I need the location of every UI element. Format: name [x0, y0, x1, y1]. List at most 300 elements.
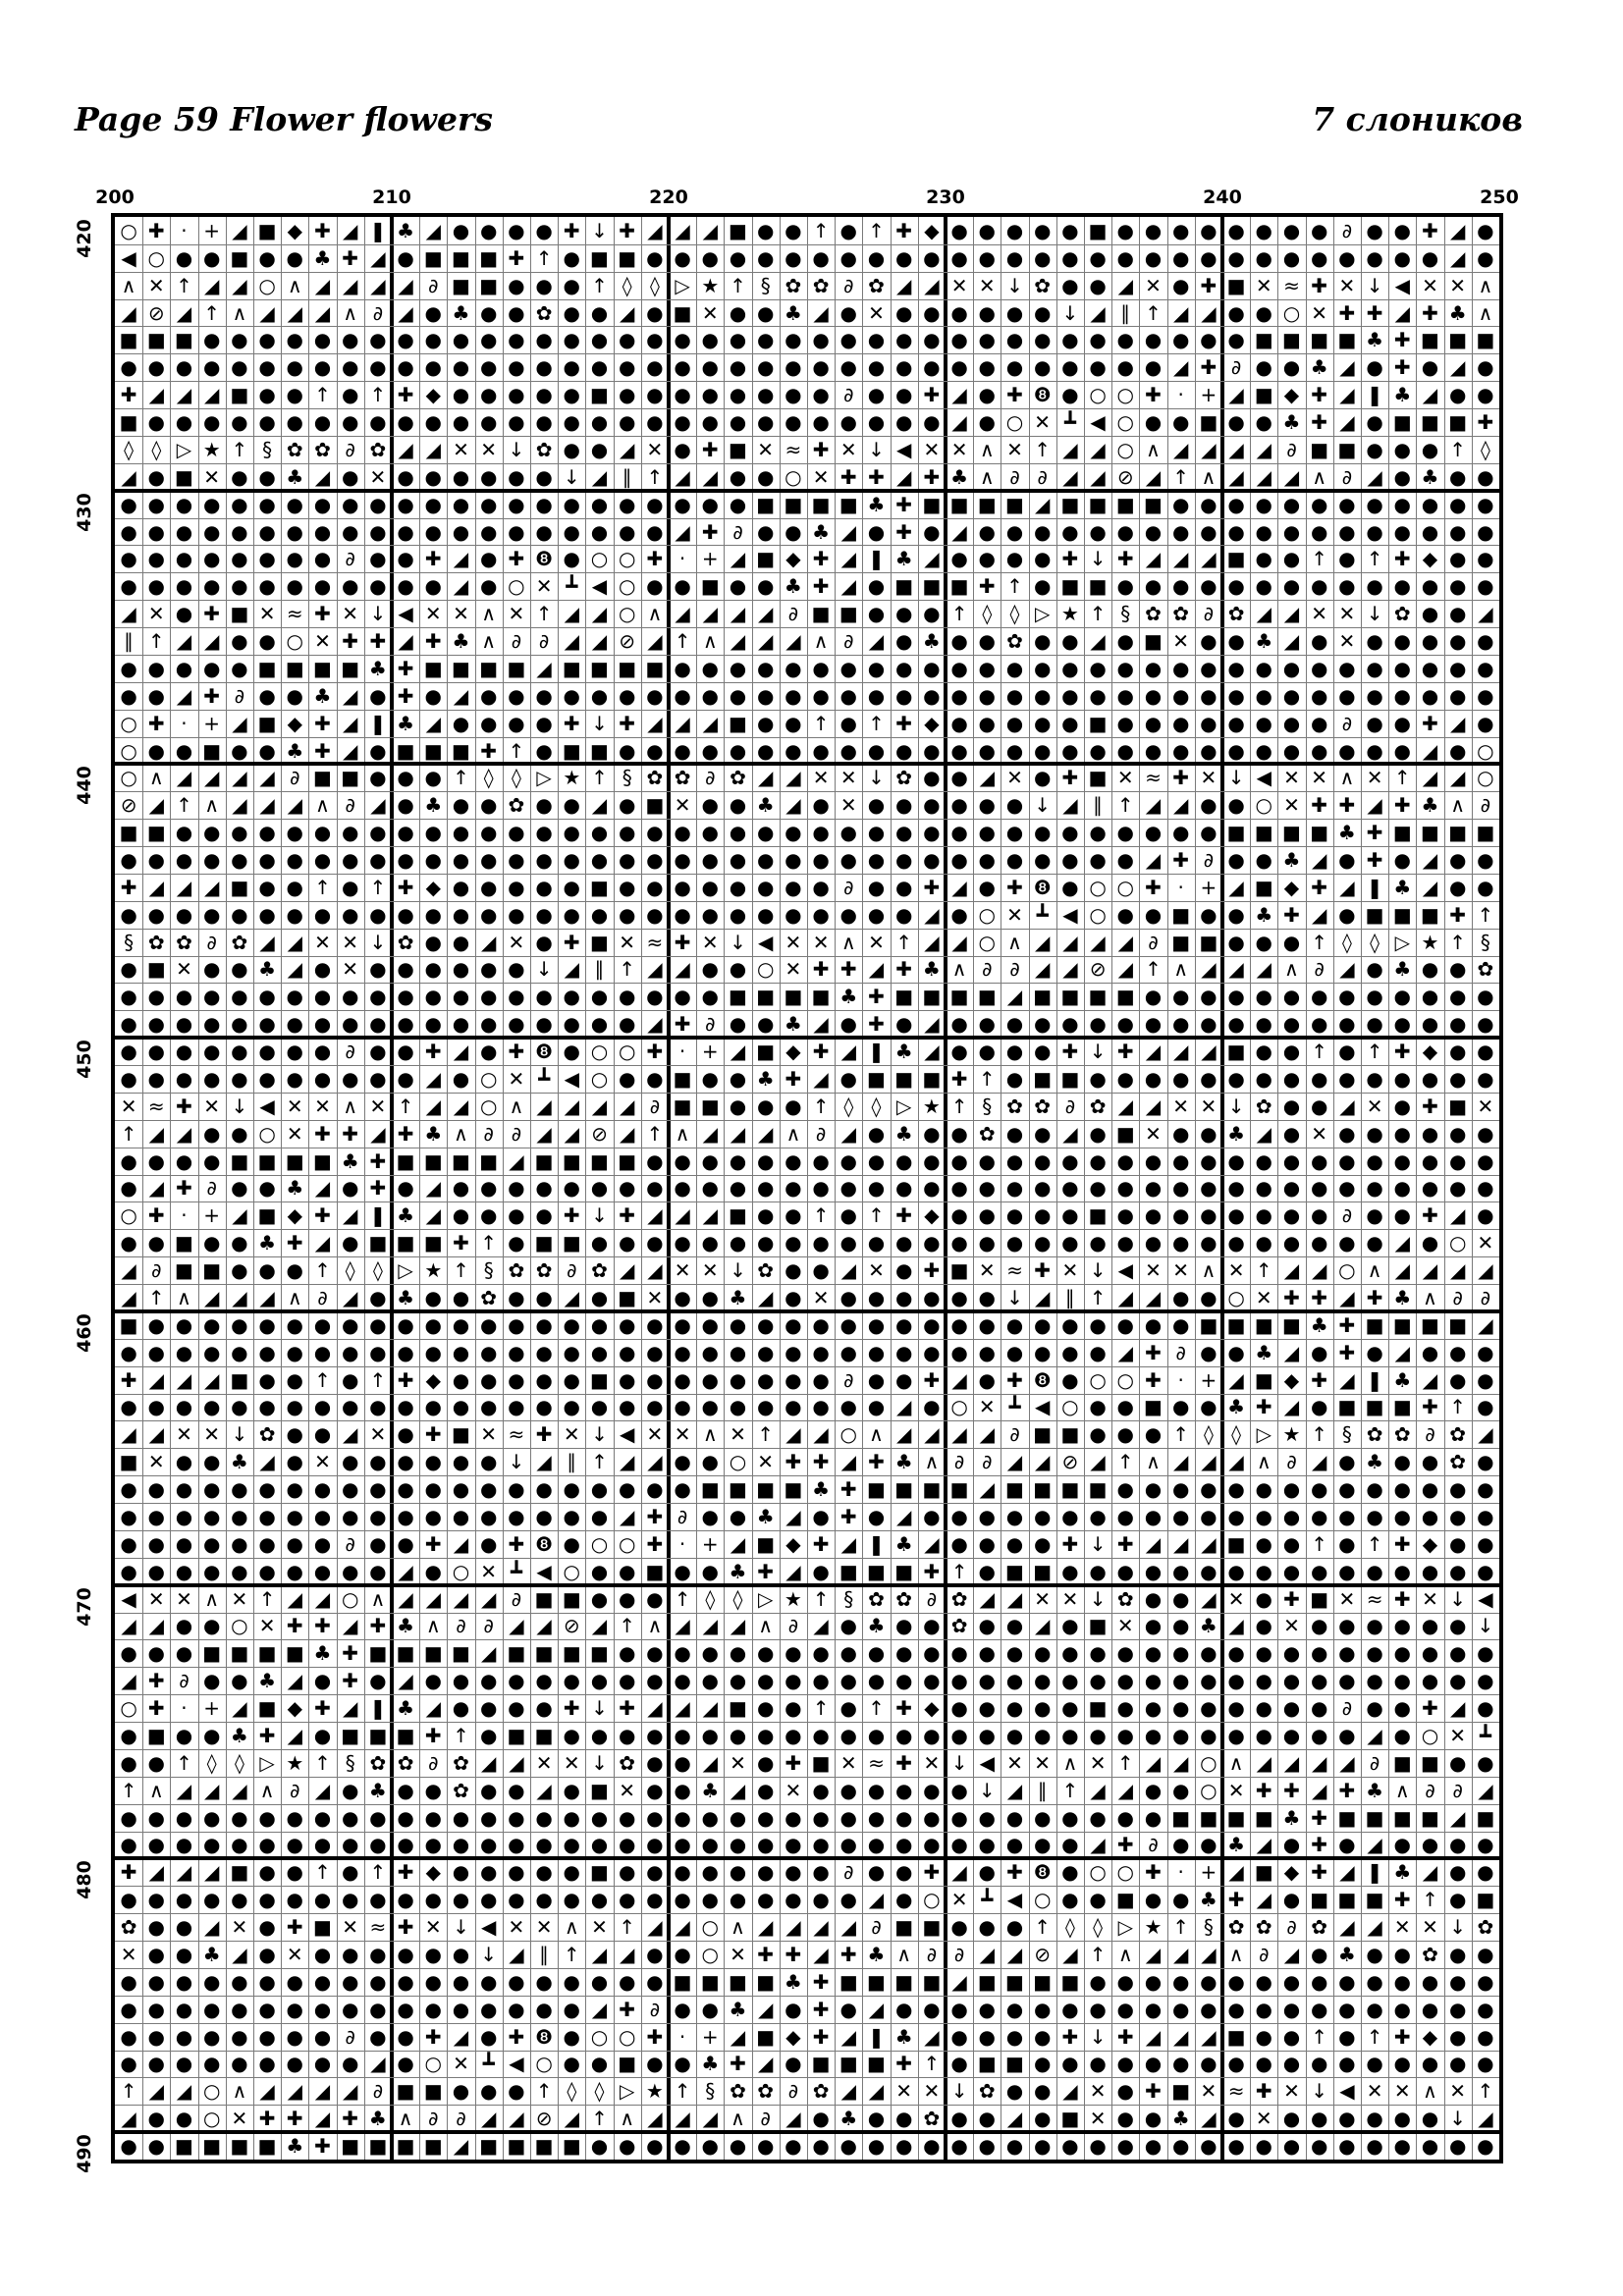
stitch-symbol-cell: ◢	[337, 272, 364, 299]
stitch-symbol-cell: ●	[724, 1065, 751, 1093]
stitch-symbol-cell: ◢	[1195, 1585, 1222, 1613]
stitch-symbol-cell: ●	[1195, 518, 1222, 546]
stitch-symbol-cell: ●	[641, 901, 669, 929]
stitch-symbol-cell: ✿	[724, 764, 751, 791]
stitch-symbol-cell: ●	[724, 1366, 751, 1394]
stitch-symbol-cell: ■	[447, 1148, 474, 1175]
stitch-symbol-cell: ✚	[1029, 1256, 1056, 1284]
stitch-symbol-cell: ●	[807, 1667, 835, 1694]
stitch-symbol-cell: ○	[696, 1941, 724, 1968]
stitch-symbol-cell: ●	[1361, 1941, 1388, 1968]
stitch-symbol-cell: ●	[891, 326, 918, 353]
stitch-symbol-cell: ◢	[585, 1613, 613, 1640]
stitch-symbol-cell: ●	[226, 846, 253, 874]
stitch-symbol-cell: ●	[1361, 1694, 1388, 1722]
stitch-symbol-cell: ●	[198, 1503, 226, 1530]
stitch-symbol-cell: ■	[1472, 1804, 1499, 1832]
stitch-symbol-cell: ✕	[253, 600, 281, 627]
stitch-symbol-cell: ✿	[281, 436, 308, 463]
stitch-symbol-cell: ●	[419, 326, 447, 353]
stitch-symbol-cell: ∧	[558, 1913, 585, 1941]
stitch-symbol-cell: ■	[724, 1694, 751, 1722]
stitch-symbol-cell: ↑	[530, 244, 558, 272]
stitch-symbol-cell: ●	[392, 791, 419, 819]
stitch-symbol-cell: ●	[1388, 491, 1416, 518]
stitch-symbol-cell: ✕	[170, 956, 197, 984]
stitch-symbol-cell: ◊	[1001, 600, 1028, 627]
stitch-symbol-cell: ●	[641, 819, 669, 846]
stitch-symbol-cell: ◢	[1084, 463, 1111, 491]
stitch-symbol-cell: ●	[419, 1832, 447, 1859]
stitch-symbol-cell: ✚	[780, 1448, 807, 1475]
stitch-symbol-cell: ●	[198, 1475, 226, 1503]
stitch-symbol-cell: ✚	[614, 1996, 641, 2023]
stitch-symbol-cell: ◢	[308, 272, 336, 299]
stitch-symbol-cell: ❽	[1029, 1366, 1056, 1394]
stitch-symbol-cell: ●	[1001, 244, 1028, 272]
stitch-symbol-cell: ◆	[419, 1858, 447, 1886]
stitch-symbol-cell: ✿	[1472, 1913, 1499, 1941]
stitch-symbol-cell: ●	[1029, 819, 1056, 846]
stitch-symbol-cell: ●	[392, 1832, 419, 1859]
stitch-symbol-cell: ◢	[281, 299, 308, 327]
stitch-symbol-cell: ●	[724, 1148, 751, 1175]
stitch-symbol-cell: ●	[226, 545, 253, 572]
stitch-symbol-cell: ●	[142, 737, 170, 765]
stitch-symbol-cell: ✚	[891, 491, 918, 518]
stitch-symbol-cell: ◢	[1195, 545, 1222, 572]
stitch-symbol-cell: ◢	[752, 1913, 780, 1941]
stitch-symbol-cell: ●	[170, 1804, 197, 1832]
stitch-symbol-cell: ◢	[419, 217, 447, 244]
stitch-symbol-cell: ♣	[918, 956, 946, 984]
stitch-symbol-cell: ∂	[1250, 1941, 1277, 1968]
stitch-symbol-cell: ↓	[585, 217, 613, 244]
stitch-symbol-cell: ◆	[918, 1694, 946, 1722]
stitch-symbol-cell: ≈	[142, 1093, 170, 1120]
stitch-symbol-cell: ●	[1084, 737, 1111, 765]
stitch-symbol-cell: ✕	[1139, 1120, 1166, 1148]
stitch-symbol-cell: ●	[1444, 874, 1472, 901]
stitch-symbol-cell: ◆	[1277, 874, 1305, 901]
stitch-symbol-cell: ●	[364, 1832, 392, 1859]
stitch-symbol-cell: ●	[115, 1175, 142, 1202]
stitch-symbol-cell: ◢	[142, 874, 170, 901]
stitch-symbol-cell: ●	[1029, 1311, 1056, 1339]
stitch-symbol-cell: ●	[475, 2077, 503, 2105]
stitch-symbol-cell: ●	[558, 1832, 585, 1859]
stitch-symbol-cell: ●	[1222, 217, 1250, 244]
stitch-symbol-cell: ●	[696, 1065, 724, 1093]
stitch-symbol-cell: ∧	[1306, 463, 1333, 491]
stitch-symbol-cell: ●	[503, 901, 530, 929]
stitch-symbol-cell: ■	[253, 1148, 281, 1175]
stitch-symbol-cell: ●	[891, 1886, 918, 1913]
stitch-symbol-cell: ●	[419, 353, 447, 381]
stitch-symbol-cell: ◆	[1277, 1858, 1305, 1886]
stitch-symbol-cell: ■	[669, 1968, 696, 1996]
stitch-symbol-cell: ●	[696, 901, 724, 929]
stitch-symbol-cell: ◢	[641, 1448, 669, 1475]
stitch-symbol-cell: ♣	[364, 2105, 392, 2132]
stitch-symbol-cell: ■	[419, 1148, 447, 1175]
stitch-symbol-cell: ●	[973, 2023, 1001, 2051]
stitch-symbol-cell: ◢	[253, 299, 281, 327]
stitch-symbol-cell: ◢	[115, 1613, 142, 1640]
stitch-symbol-cell: ●	[392, 1448, 419, 1475]
stitch-symbol-cell: ●	[1139, 1010, 1166, 1038]
stitch-symbol-cell: ●	[1029, 299, 1056, 327]
stitch-symbol-cell: ◢	[1472, 1256, 1499, 1284]
stitch-symbol-cell: ♣	[392, 1694, 419, 1722]
stitch-symbol-cell: ✚	[1361, 1284, 1388, 1311]
stitch-symbol-cell: ✿	[1001, 1093, 1028, 1120]
stitch-symbol-cell: ■	[115, 819, 142, 846]
stitch-symbol-cell: ●	[115, 1148, 142, 1175]
stitch-symbol-cell: ●	[308, 1558, 336, 1585]
stitch-symbol-cell: ●	[614, 1639, 641, 1667]
stitch-symbol-cell: ♣	[1388, 874, 1416, 901]
stitch-symbol-cell: ●	[1167, 1175, 1195, 1202]
stitch-symbol-cell: ●	[1029, 1148, 1056, 1175]
stitch-symbol-cell: ●	[1472, 1503, 1499, 1530]
stitch-symbol-cell: ●	[585, 1667, 613, 1694]
stitch-symbol-cell: ✚	[392, 1120, 419, 1148]
stitch-symbol-cell: ●	[1001, 1804, 1028, 1832]
stitch-symbol-cell: ◢	[392, 299, 419, 327]
stitch-symbol-cell: ✚	[115, 1366, 142, 1394]
stitch-symbol-cell: ■	[1084, 1694, 1111, 1722]
stitch-symbol-cell: ✚	[1111, 545, 1139, 572]
stitch-symbol-cell: ↑	[447, 1256, 474, 1284]
stitch-symbol-cell: ✕	[807, 764, 835, 791]
stitch-symbol-cell: ■	[1277, 819, 1305, 846]
stitch-symbol-cell: ●	[1333, 491, 1361, 518]
stitch-symbol-cell: ●	[281, 1038, 308, 1065]
stitch-symbol-cell: ●	[558, 1175, 585, 1202]
stitch-symbol-cell: ■	[752, 1038, 780, 1065]
stitch-symbol-cell: ○	[1111, 1366, 1139, 1394]
stitch-symbol-cell: ●	[308, 901, 336, 929]
stitch-symbol-cell: ●	[1472, 545, 1499, 572]
stitch-symbol-cell: ◢	[891, 1420, 918, 1448]
stitch-symbol-cell: ●	[475, 545, 503, 572]
stitch-symbol-cell: ●	[1167, 1503, 1195, 1530]
stitch-symbol-cell: ●	[170, 244, 197, 272]
stitch-symbol-cell: ♣	[1277, 846, 1305, 874]
stitch-symbol-cell: ●	[253, 1065, 281, 1093]
stitch-symbol-cell: ∂	[1333, 1201, 1361, 1229]
stitch-symbol-cell: ●	[1333, 1613, 1361, 1640]
stitch-symbol-cell: ●	[558, 1475, 585, 1503]
stitch-symbol-cell: ●	[891, 1256, 918, 1284]
stitch-symbol-cell: ●	[1306, 1558, 1333, 1585]
stitch-symbol-cell: ●	[1084, 1229, 1111, 1256]
stitch-symbol-cell: ■	[1416, 819, 1443, 846]
stitch-symbol-cell: ↑	[862, 217, 890, 244]
stitch-symbol-cell: ●	[1416, 1996, 1443, 2023]
stitch-symbol-cell: ●	[1333, 2132, 1361, 2160]
stitch-symbol-cell: ■	[835, 1968, 862, 1996]
stitch-symbol-cell: ●	[337, 1996, 364, 2023]
stitch-symbol-cell: ●	[558, 1394, 585, 1421]
stitch-symbol-cell: ✚	[807, 572, 835, 600]
stitch-symbol-cell: ●	[696, 819, 724, 846]
stitch-symbol-cell: ●	[364, 737, 392, 765]
stitch-symbol-cell: ✕	[1139, 1256, 1166, 1284]
stitch-symbol-cell: ■	[1056, 2105, 1084, 2132]
stitch-symbol-cell: ●	[641, 1311, 669, 1339]
stitch-symbol-cell: ◆	[780, 545, 807, 572]
stitch-symbol-cell: ∂	[530, 627, 558, 655]
stitch-symbol-cell: ✚	[641, 2023, 669, 2051]
stitch-symbol-cell: ●	[198, 1339, 226, 1366]
stitch-symbol-cell: ·	[170, 217, 197, 244]
stitch-symbol-cell: ●	[1306, 2132, 1333, 2160]
stitch-symbol-cell: ●	[115, 2051, 142, 2078]
stitch-symbol-cell: ●	[835, 1065, 862, 1093]
stitch-symbol-cell: ●	[1388, 655, 1416, 682]
stitch-symbol-cell: ●	[1472, 627, 1499, 655]
stitch-symbol-cell: ✕	[1361, 1093, 1388, 1120]
stitch-symbol-cell: ✕	[918, 436, 946, 463]
stitch-symbol-cell: ●	[1444, 1148, 1472, 1175]
stitch-symbol-cell: ◢	[669, 2105, 696, 2132]
stitch-symbol-cell: ✚	[1306, 1366, 1333, 1394]
stitch-symbol-cell: ✚	[419, 545, 447, 572]
stitch-symbol-cell: ✿	[780, 272, 807, 299]
stitch-symbol-cell: ❚	[862, 1530, 890, 1558]
stitch-symbol-cell: ●	[170, 1558, 197, 1585]
stitch-symbol-cell: ●	[1056, 381, 1084, 408]
stitch-symbol-cell: ●	[1139, 1201, 1166, 1229]
stitch-symbol-cell: ●	[752, 1201, 780, 1229]
stitch-symbol-cell: ●	[308, 1832, 336, 1859]
stitch-symbol-cell: ●	[1361, 408, 1388, 436]
stitch-symbol-cell: ◢	[226, 217, 253, 244]
stitch-symbol-cell: ●	[475, 1530, 503, 1558]
stitch-symbol-cell: ●	[530, 1201, 558, 1229]
stitch-symbol-cell: ●	[1416, 2051, 1443, 2078]
stitch-symbol-cell: ●	[1250, 1530, 1277, 1558]
stitch-symbol-cell: ●	[1222, 627, 1250, 655]
stitch-symbol-cell: ↑	[392, 1093, 419, 1120]
stitch-symbol-cell: ●	[1222, 491, 1250, 518]
stitch-symbol-cell: ∧	[475, 627, 503, 655]
stitch-symbol-cell: ●	[198, 353, 226, 381]
stitch-symbol-cell: ♣	[1277, 1804, 1305, 1832]
stitch-symbol-cell: ●	[1167, 1010, 1195, 1038]
stitch-symbol-cell: ■	[1029, 1420, 1056, 1448]
stitch-symbol-cell: ✕	[1111, 764, 1139, 791]
stitch-symbol-cell: ●	[1084, 819, 1111, 846]
stitch-symbol-cell: ◢	[115, 600, 142, 627]
stitch-symbol-cell: ◢	[724, 627, 751, 655]
stitch-symbol-cell: ●	[1001, 819, 1028, 846]
stitch-symbol-cell: ●	[862, 600, 890, 627]
stitch-symbol-cell: ●	[780, 874, 807, 901]
stitch-symbol-cell: ∂	[1306, 956, 1333, 984]
stitch-symbol-cell: ●	[1139, 1639, 1166, 1667]
stitch-symbol-cell: ◢	[558, 627, 585, 655]
stitch-symbol-cell: ●	[1416, 436, 1443, 463]
stitch-symbol-cell: ┻	[530, 1065, 558, 1093]
stitch-symbol-cell: ✚	[807, 2023, 835, 2051]
stitch-symbol-cell: ●	[1444, 1832, 1472, 1859]
stitch-symbol-cell: ◢	[780, 2105, 807, 2132]
stitch-symbol-cell: ●	[946, 2051, 973, 2078]
stitch-symbol-cell: ●	[253, 846, 281, 874]
stitch-symbol-cell: ✕	[475, 1558, 503, 1585]
stitch-symbol-cell: ✿	[1444, 1420, 1472, 1448]
stitch-symbol-cell: ●	[142, 353, 170, 381]
stitch-symbol-cell: ■	[170, 326, 197, 353]
stitch-symbol-cell: ◢	[1056, 436, 1084, 463]
stitch-symbol-cell: ●	[1139, 737, 1166, 765]
stitch-symbol-cell: ●	[918, 1667, 946, 1694]
stitch-symbol-cell: ●	[752, 463, 780, 491]
stitch-symbol-cell: ∂	[1001, 956, 1028, 984]
stitch-symbol-cell: ●	[973, 791, 1001, 819]
stitch-symbol-cell: ●	[807, 1339, 835, 1366]
stitch-symbol-cell: ●	[696, 791, 724, 819]
stitch-symbol-cell: ●	[1306, 1694, 1333, 1722]
stitch-symbol-cell: ●	[973, 2132, 1001, 2160]
stitch-symbol-cell: ◢	[1222, 381, 1250, 408]
stitch-symbol-cell: ■	[835, 1558, 862, 1585]
stitch-symbol-cell: ✚	[419, 627, 447, 655]
stitch-symbol-cell: ●	[585, 846, 613, 874]
stitch-symbol-cell: ✿	[1029, 272, 1056, 299]
stitch-symbol-cell: ●	[1472, 655, 1499, 682]
stitch-symbol-cell: ●	[973, 710, 1001, 737]
stitch-symbol-cell: ●	[503, 1175, 530, 1202]
stitch-symbol-cell: ●	[1084, 1394, 1111, 1421]
stitch-symbol-cell: ●	[1139, 1475, 1166, 1503]
stitch-symbol-cell: ●	[1333, 1448, 1361, 1475]
stitch-symbol-cell: ■	[447, 272, 474, 299]
stitch-symbol-cell: ●	[475, 874, 503, 901]
stitch-symbol-cell: ■	[614, 1284, 641, 1311]
stitch-symbol-cell: ●	[447, 1394, 474, 1421]
stitch-symbol-cell: ●	[614, 1175, 641, 1202]
stitch-symbol-cell: ●	[364, 491, 392, 518]
stitch-symbol-cell: ●	[1056, 2051, 1084, 2078]
stitch-symbol-cell: ●	[558, 1339, 585, 1366]
stitch-symbol-cell: ●	[891, 408, 918, 436]
stitch-symbol-cell: ●	[281, 2051, 308, 2078]
stitch-symbol-cell: ●	[337, 1229, 364, 1256]
stitch-symbol-cell: ●	[669, 408, 696, 436]
stitch-symbol-cell: ∥	[1111, 299, 1139, 327]
stitch-symbol-cell: ↓	[1029, 791, 1056, 819]
stitch-symbol-cell: ■	[585, 737, 613, 765]
stitch-symbol-cell: ◀	[1111, 1256, 1139, 1284]
stitch-symbol-cell: ✕	[1444, 1722, 1472, 1749]
stitch-symbol-cell: ●	[918, 1639, 946, 1667]
stitch-symbol-cell: ●	[1195, 1503, 1222, 1530]
stitch-symbol-cell: ●	[364, 545, 392, 572]
stitch-symbol-cell: ◢	[614, 1256, 641, 1284]
stitch-symbol-cell: ●	[614, 1858, 641, 1886]
stitch-symbol-cell: ●	[946, 326, 973, 353]
stitch-symbol-cell: ◢	[1001, 1941, 1028, 1968]
stitch-symbol-cell: ●	[308, 819, 336, 846]
stitch-symbol-cell: ∂	[946, 1448, 973, 1475]
stitch-symbol-cell: ∧	[1388, 1777, 1416, 1804]
stitch-symbol-cell: ●	[1001, 655, 1028, 682]
stitch-symbol-cell: ●	[475, 463, 503, 491]
stitch-symbol-cell: ●	[226, 1010, 253, 1038]
stitch-symbol-cell: ◢	[641, 956, 669, 984]
stitch-symbol-cell: ●	[1472, 244, 1499, 272]
stitch-symbol-cell: ●	[558, 2051, 585, 2078]
stitch-symbol-cell: ●	[835, 1667, 862, 1694]
stitch-symbol-cell: ∂	[419, 1749, 447, 1777]
stitch-symbol-cell: ●	[558, 545, 585, 572]
stitch-symbol-cell: ↓	[1001, 1284, 1028, 1311]
stitch-symbol-cell: ↓	[530, 956, 558, 984]
stitch-symbol-cell: ◢	[1333, 1284, 1361, 1311]
stitch-symbol-cell: ●	[918, 1284, 946, 1311]
stitch-symbol-cell: ●	[170, 1339, 197, 1366]
stitch-symbol-cell: ●	[946, 655, 973, 682]
stitch-symbol-cell: ●	[1277, 244, 1305, 272]
stitch-symbol-cell: ●	[1195, 1722, 1222, 1749]
stitch-symbol-cell: ●	[835, 2132, 862, 2160]
stitch-symbol-cell: ↓	[1361, 600, 1388, 627]
stitch-symbol-cell: ●	[585, 1558, 613, 1585]
stitch-symbol-cell: ◢	[558, 2105, 585, 2132]
stitch-symbol-cell: ✕	[503, 1065, 530, 1093]
stitch-symbol-cell: ●	[281, 2023, 308, 2051]
stitch-symbol-cell: ✚	[419, 1038, 447, 1065]
stitch-symbol-cell: ◢	[281, 1722, 308, 1749]
stitch-symbol-cell: ◢	[281, 1585, 308, 1613]
stitch-symbol-cell: ◢	[835, 2023, 862, 2051]
stitch-symbol-cell: ■	[862, 1475, 890, 1503]
stitch-symbol-cell: ∂	[835, 272, 862, 299]
stitch-symbol-cell: ✕	[891, 2077, 918, 2105]
stitch-symbol-cell: ●	[115, 572, 142, 600]
stitch-symbol-cell: ↑	[475, 1229, 503, 1256]
stitch-symbol-cell: ●	[1388, 1010, 1416, 1038]
stitch-symbol-cell: ◢	[724, 1530, 751, 1558]
stitch-symbol-cell: ⊘	[1029, 1941, 1056, 1968]
stitch-symbol-cell: ■	[226, 1639, 253, 1667]
stitch-symbol-cell: ●	[973, 545, 1001, 572]
stitch-symbol-cell: ●	[862, 819, 890, 846]
stitch-symbol-cell: ●	[253, 2051, 281, 2078]
stitch-symbol-cell: ▷	[891, 1093, 918, 1120]
stitch-symbol-cell: ●	[669, 1749, 696, 1777]
stitch-symbol-cell: ✕	[1222, 1777, 1250, 1804]
stitch-symbol-cell: ●	[1416, 1175, 1443, 1202]
stitch-symbol-cell: ●	[1250, 518, 1277, 546]
stitch-symbol-cell: ◢	[807, 1913, 835, 1941]
stitch-symbol-cell: ■	[1029, 1968, 1056, 1996]
stitch-symbol-cell: ●	[170, 1941, 197, 1968]
stitch-symbol-cell: ●	[752, 326, 780, 353]
stitch-symbol-cell: ●	[419, 1968, 447, 1996]
stitch-symbol-cell: ●	[530, 1858, 558, 1886]
stitch-symbol-cell: ●	[724, 353, 751, 381]
stitch-symbol-cell: ●	[891, 2132, 918, 2160]
stitch-symbol-cell: ✕	[337, 1913, 364, 1941]
stitch-symbol-cell: ●	[835, 1613, 862, 1640]
stitch-symbol-cell: ○	[614, 572, 641, 600]
stitch-symbol-cell: ✕	[807, 1284, 835, 1311]
